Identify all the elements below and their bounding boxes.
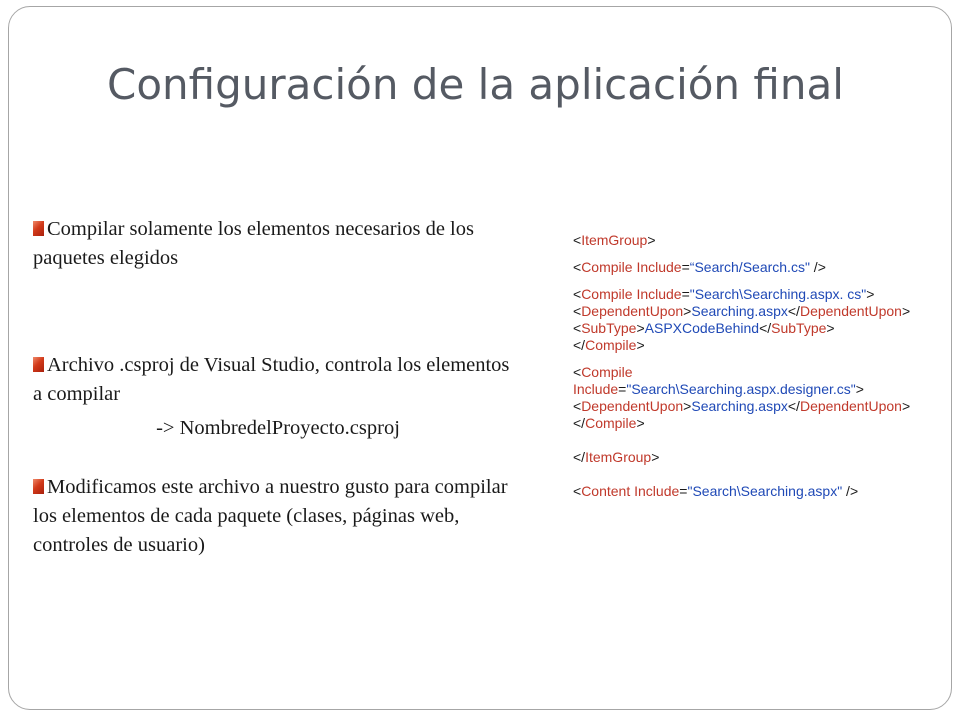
code-value: "Search\Searching.aspx. cs": [689, 286, 867, 302]
code-tag: SubType: [771, 320, 827, 336]
code-tag: Compile: [581, 364, 633, 380]
code-tag: Compile: [581, 286, 633, 302]
code-value: Searching.aspx: [691, 303, 788, 319]
code-tag: Content: [581, 483, 631, 499]
code-value: ASPXCodeBehind: [644, 320, 760, 336]
code-line: </Compile>: [573, 337, 645, 353]
code-line: <DependentUpon>Searching.aspx</DependentUpon>: [573, 303, 911, 319]
bullet-item: [33, 351, 523, 443]
slide-title: Configuración de la aplicación final: [107, 60, 844, 109]
code-line: Include="Search\Searching.aspx.designer.cs">: [573, 381, 864, 397]
bullet-marker-icon: [33, 479, 44, 494]
slide-frame: [8, 6, 952, 710]
code-tag: ItemGroup: [581, 232, 648, 248]
code-value: “Search/Search.cs": [689, 259, 810, 275]
bullet-text: Archivo .csproj de Visual Studio, controla los elementos a compilar: [33, 354, 510, 405]
bullet-text: Compilar solamente los elementos necesarios de los paquetes elegidos: [33, 218, 474, 269]
code-tag: DependentUpon: [799, 398, 902, 414]
bullet-marker-icon: [33, 357, 44, 372]
code-attr: Include: [636, 286, 682, 302]
code-attr: Include: [636, 259, 682, 275]
bullet-marker-icon: [33, 221, 44, 236]
code-line: <Content Include="Search\Searching.aspx" />: [573, 483, 859, 499]
code-tag: DependentUpon: [799, 303, 902, 319]
code-line: <ItemGroup>: [573, 232, 656, 248]
code-value: "Search\Searching.aspx.designer.cs": [626, 381, 856, 397]
code-attr: Include: [573, 381, 619, 397]
code-tag: Compile: [585, 415, 637, 431]
bullet-item: [33, 473, 523, 560]
bullet-subtext: -> NombredelProyecto.csproj: [156, 417, 400, 439]
code-tag: DependentUpon: [581, 303, 684, 319]
code-line: <Compile: [573, 364, 633, 380]
code-tag: ItemGroup: [585, 449, 652, 465]
code-tag: Compile: [581, 259, 633, 275]
bullet-list: [33, 215, 523, 560]
code-line: <Compile Include=“Search/Search.cs" />: [573, 259, 826, 275]
code-line: <DependentUpon>Searching.aspx</DependentUpon>: [573, 398, 911, 414]
code-line: <Compile Include="Search\Searching.aspx. cs">: [573, 286, 875, 302]
code-line: <SubType>ASPXCodeBehind</SubType>: [573, 320, 835, 336]
code-tag: DependentUpon: [581, 398, 684, 414]
code-value: Searching.aspx: [691, 398, 788, 414]
bullet-item: [33, 215, 523, 273]
code-line: </ItemGroup>: [573, 449, 660, 465]
bullet-text: Modificamos este archivo a nuestro gusto para compilar los elementos de cada paquete (clases, páginas web, controles de usuario): [33, 476, 508, 556]
code-tag: Compile: [585, 337, 637, 353]
code-value: "Search\Searching.aspx": [687, 483, 843, 499]
code-attr: Include: [634, 483, 680, 499]
code-line: </Compile>: [573, 415, 645, 431]
code-tag: SubType: [581, 320, 637, 336]
code-snippet: [573, 232, 943, 500]
